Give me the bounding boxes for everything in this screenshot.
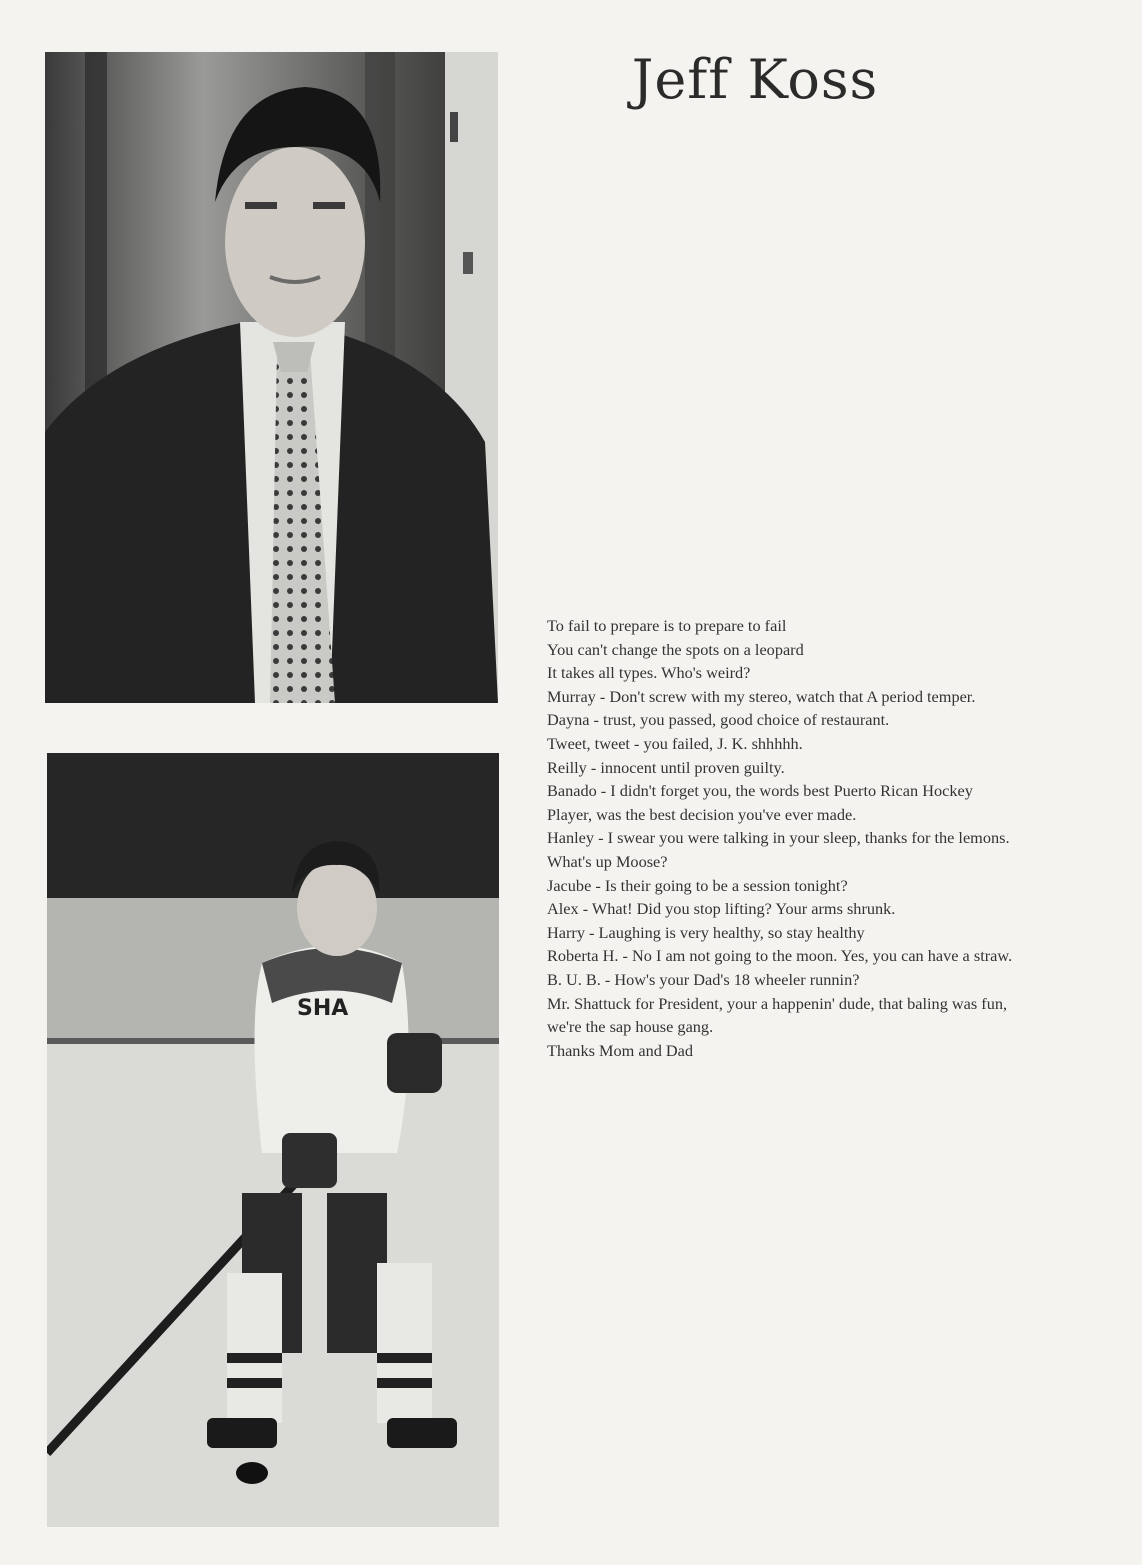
- quote-line: Tweet, tweet - you failed, J. K. shhhhh.: [547, 733, 803, 753]
- quote-line: B. U. B. - How's your Dad's 18 wheeler runnin?: [547, 969, 860, 989]
- quote-line: Jacube - Is their going to be a session tonight?: [547, 875, 848, 895]
- quote-line: Player, was the best decision you've ever made.: [547, 804, 857, 824]
- quote-line: we're the sap house gang.: [547, 1017, 714, 1037]
- quote-line: Banado - I didn't forget you, the words best Puerto Rican Hockey: [547, 781, 973, 801]
- quote-line: To fail to prepare is to prepare to fail: [547, 616, 787, 635]
- quote-line: What's up Moose?: [547, 851, 668, 871]
- quote-line: Roberta H. - No I am not going to the moon. Yes, you can have a straw.: [547, 946, 1013, 966]
- hockey-photo: [47, 753, 499, 1527]
- quote-line: Harry - Laughing is very healthy, so stay healthy: [547, 922, 865, 942]
- quote-line: Murray - Don't screw with my stereo, watch that A period temper.: [547, 686, 976, 706]
- quote-line: Mr. Shattuck for President, your a happenin' dude, that baling was fun,: [547, 993, 1008, 1013]
- quote-line: Reilly - innocent until proven guilty.: [547, 757, 785, 777]
- quote-line: Alex - What! Did you stop lifting? Your arms shrunk.: [547, 899, 896, 919]
- quote-list: [547, 614, 1127, 1062]
- quote-line: Thanks Mom and Dad: [547, 1040, 694, 1060]
- portrait-photo-icon: [45, 52, 498, 703]
- hockey-photo-icon: [47, 753, 499, 1527]
- quote-line: It takes all types. Who's weird?: [547, 663, 751, 683]
- quote-line: Hanley - I swear you were talking in your sleep, thanks for the lemons.: [547, 828, 1010, 848]
- portrait-photo: [45, 52, 498, 703]
- svg-text:SHA: SHA: [297, 996, 349, 1021]
- quote-line: Dayna - trust, you passed, good choice of restaurant.: [547, 710, 890, 730]
- page-title: Jeff Koss: [631, 48, 879, 111]
- quote-line: You can't change the spots on a leopard: [547, 639, 804, 659]
